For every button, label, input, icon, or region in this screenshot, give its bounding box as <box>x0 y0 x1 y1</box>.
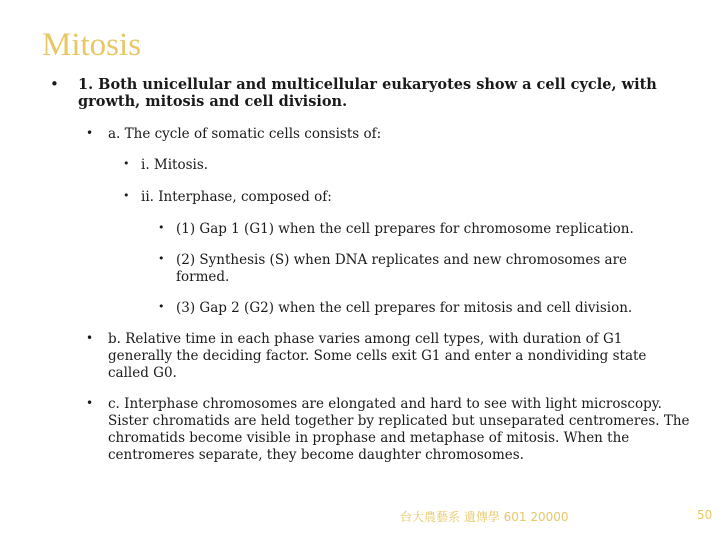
bullet-glyph: • <box>158 221 165 234</box>
bullet-glyph: • <box>123 189 130 202</box>
bullet-glyph: • <box>86 126 94 140</box>
slide-title: Mitosis <box>42 27 142 63</box>
bullet-level2-relative-time: b. Relative time in each phase varies among cell types, with duration of G1 generally the deciding factor. Some cells exit G1 and enter a nondividing state called G0. <box>108 331 647 381</box>
bullet-level3-mitosis: i. Mitosis. <box>141 157 209 173</box>
slide-page-number: 50 <box>697 508 713 522</box>
bullet-level2-somatic-cycle: a. The cycle of somatic cells consists of: <box>108 126 382 142</box>
bullet-glyph: • <box>123 157 130 170</box>
bullet-level4-gap2: (3) Gap 2 (G2) when the cell prepares for mitosis and cell division. <box>176 300 633 316</box>
bullet-level1-cell-cycle: 1. Both unicellular and multicellular eukaryotes show a cell cycle, with growth, mitosis and cell division. <box>78 76 657 110</box>
footer-course-label: 台大農藝系 遺傳學 601 20000 <box>400 510 569 524</box>
bullet-glyph: • <box>158 300 165 313</box>
bullet-glyph: • <box>86 396 94 410</box>
bullet-glyph: • <box>158 252 165 265</box>
bullet-level4-gap1: (1) Gap 1 (G1) when the cell prepares for chromosome replication. <box>176 221 634 237</box>
bullet-level3-interphase: ii. Interphase, composed of: <box>141 189 332 205</box>
bullet-glyph: • <box>50 75 59 93</box>
bullet-level4-synthesis: (2) Synthesis (S) when DNA replicates and new chromosomes are formed. <box>176 252 628 285</box>
bullet-glyph: • <box>86 331 94 345</box>
bullet-level2-interphase-chromosomes: c. Interphase chromosomes are elongated and hard to see with light microscopy. Sister chromatids are held together by replicated but unseparated centromeres. The chromatids become visible in prophase and metaphase of mitosis. When the centromeres separate, they become daughter chromosomes. <box>108 396 690 463</box>
